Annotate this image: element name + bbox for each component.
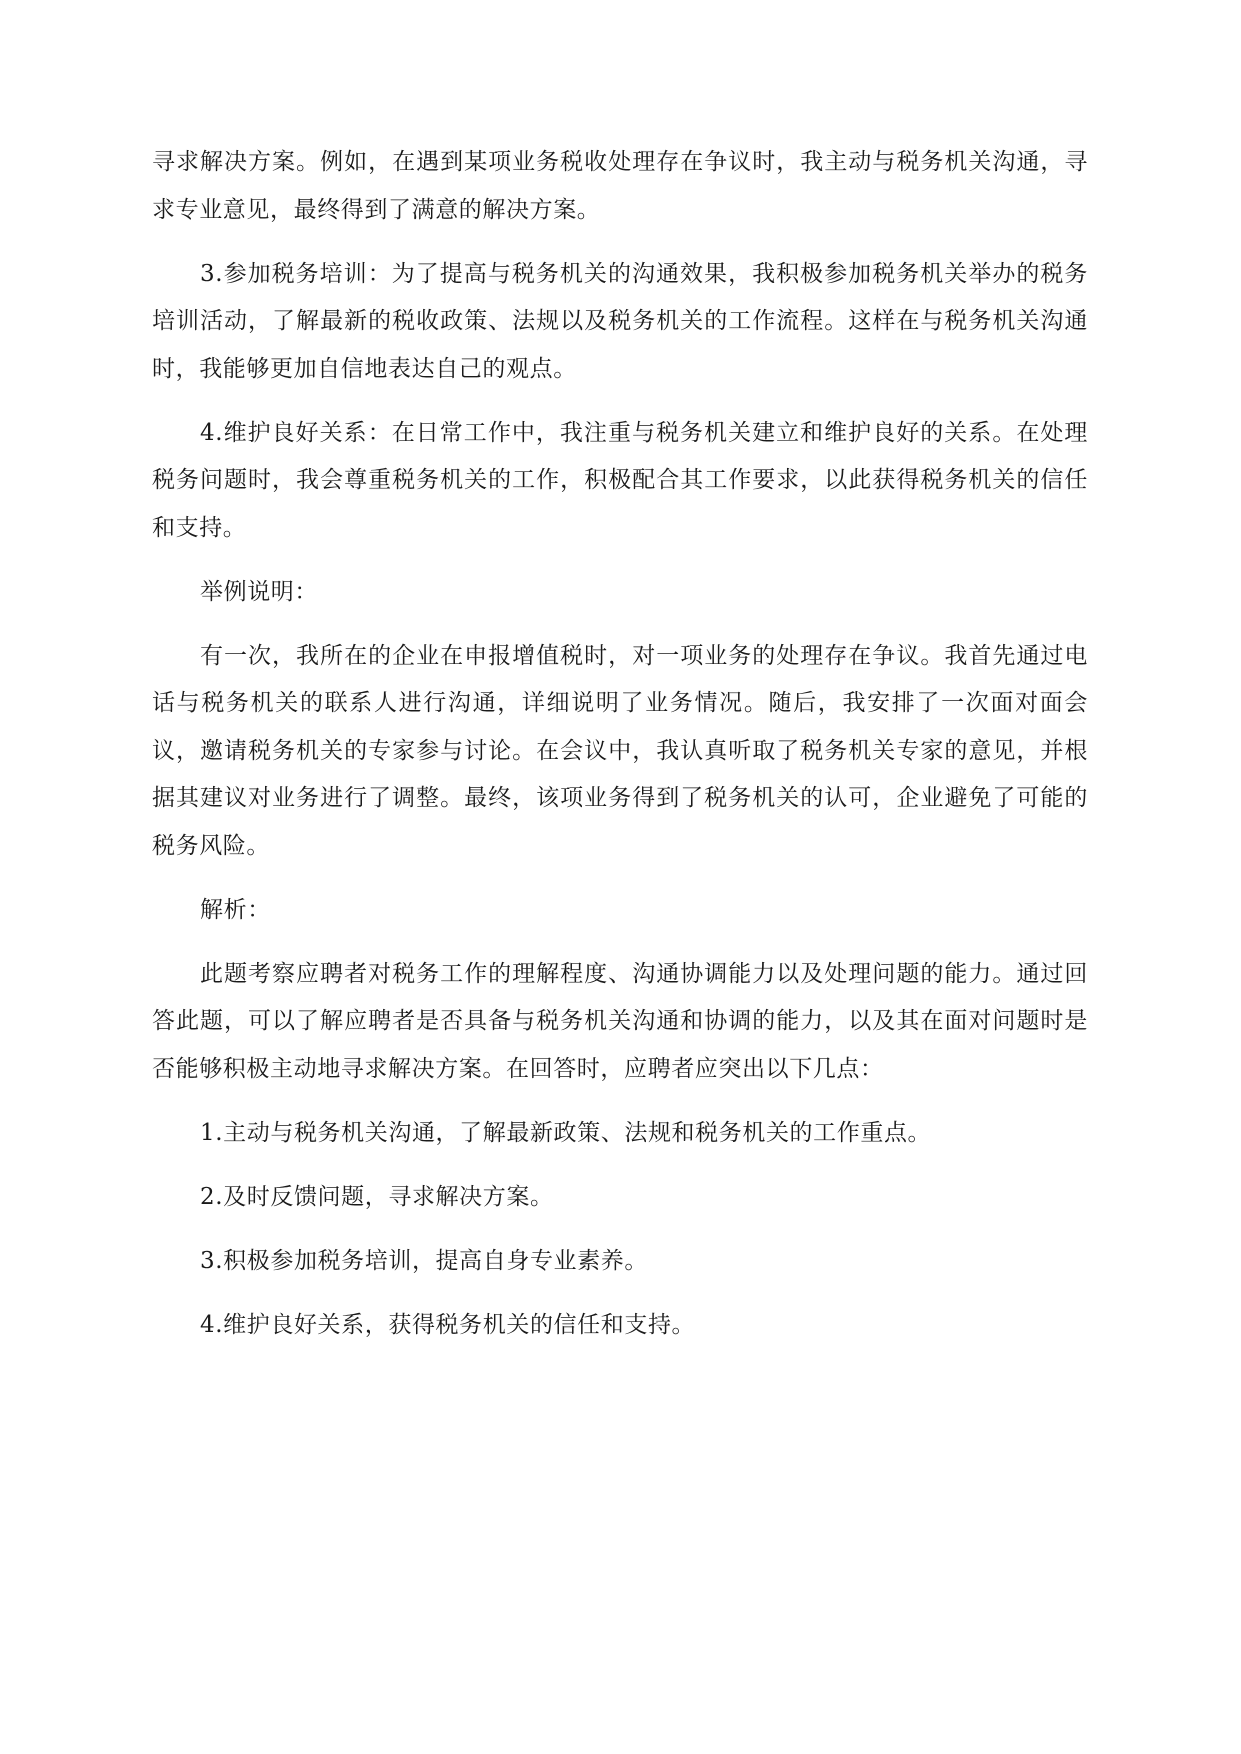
document-body xyxy=(152,139,1088,1366)
paragraph-example: 有一次，我所在的企业在申报增值税时，对一项业务的处理存在争议。我首先通过电话与税务机关的联系人进行沟通，详细说明了业务情况。随后，我安排了一次面对面会议，邀请税务机关的专家参与讨论。在会议中，我认真听取了税务机关专家的意见，并根据其建议对业务进行了调整。最终，该项业务得到了税务机关的认可，企业避免了可能的税务风险。 xyxy=(152,642,1088,859)
paragraph-continuation: 寻求解决方案。例如，在遇到某项业务税收处理存在争议时，我主动与税务机关沟通，寻求专业意见，最终得到了满意的解决方案。 xyxy=(152,149,1088,223)
paragraph-point-3: 3.参加税务培训：为了提高与税务机关的沟通效果，我积极参加税务机关举办的税务培训活动，了解最新的税收政策、法规以及税务机关的工作流程。这样在与税务机关沟通时，我能够更加自信地表达自己的观点。 xyxy=(152,260,1088,382)
list-item-1: 1.主动与税务机关沟通，了解最新政策、法规和税务机关的工作重点。 xyxy=(200,1119,932,1146)
list-item-3: 3.积极参加税务培训，提高自身专业素养。 xyxy=(200,1247,648,1274)
list-item-4: 4.维护良好关系，获得税务机关的信任和支持。 xyxy=(200,1311,696,1338)
list-item-2: 2.及时反馈问题，寻求解决方案。 xyxy=(200,1183,554,1210)
paragraph-point-4: 4.维护良好关系：在日常工作中，我注重与税务机关建立和维护良好的关系。在处理税务问题时，我会尊重税务机关的工作，积极配合其工作要求，以此获得税务机关的信任和支持。 xyxy=(152,419,1088,541)
heading-example: 举例说明： xyxy=(200,578,318,605)
paragraph-analysis: 此题考察应聘者对税务工作的理解程度、沟通协调能力以及处理问题的能力。通过回答此题，可以了解应聘者是否具备与税务机关沟通和协调的能力，以及其在面对问题时是否能够积极主动地寻求解决方案。在回答时，应聘者应突出以下几点： xyxy=(152,960,1088,1082)
heading-analysis: 解析： xyxy=(200,896,271,923)
